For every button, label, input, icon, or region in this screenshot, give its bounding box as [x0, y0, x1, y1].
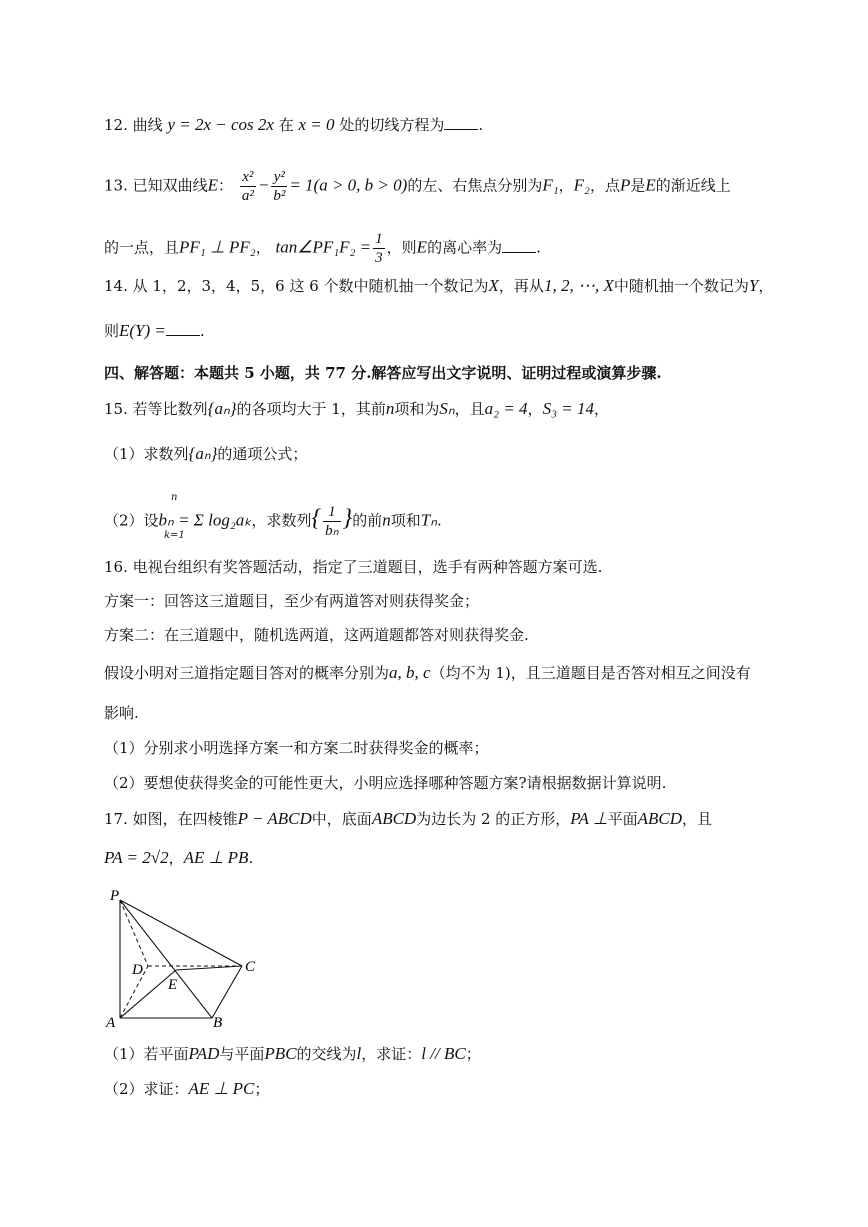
q17-number: 17. — [104, 810, 128, 828]
q17-p1-text-3: 的交线为 — [296, 1045, 357, 1063]
q15-text-6: ， — [593, 400, 609, 418]
q16-part-2: （2）要想使获得奖金的可能性更大，小明应选择哪种答题方案?请根据数据计算说明. — [104, 774, 667, 792]
q17-p1-text-5: ； — [465, 1045, 481, 1063]
q12-text-2: 在 — [278, 116, 294, 134]
q13-fraction-x — [240, 168, 256, 205]
q15-p2-sum-top: n — [171, 492, 178, 503]
q13-tan: tan∠PF₁F₂ = — [275, 237, 372, 257]
label-p: P — [110, 888, 120, 904]
q15-s3: S₃ = 14 — [542, 399, 594, 418]
q17-line-2 — [104, 847, 253, 869]
q16-line-4 — [104, 662, 751, 684]
section-4-heading: 四、解答题：本题共 5 小题，共 77 分.解答应写出文字说明、证明过程或演算步骤. — [104, 364, 662, 382]
q13-minus: − — [257, 175, 270, 195]
q13-frac3-den: 3 — [375, 250, 383, 266]
q12-number: 12. — [104, 116, 128, 134]
q17-p1-text-1: （1）若平面 — [104, 1045, 189, 1063]
q13-text-4: 是 — [630, 176, 646, 195]
q17-pa-length: PA = 2√2 — [104, 848, 169, 867]
q17-text-1: 如图，在四棱锥 — [132, 810, 238, 828]
q16-line-1: 16. 电视台组织有奖答题活动，指定了三道题目，选手有两种答题方案可选. — [104, 558, 603, 576]
q14-text-1: 从 1，2，3，4，5，6 这 6 个数中随机抽一个数记为 — [132, 277, 489, 295]
q14-expectation: E(Y) = — [119, 321, 166, 340]
q17-pyramid: P − ABCD — [237, 809, 312, 828]
q15-part-2 — [104, 492, 442, 541]
q16-line-3: 方案二：在三道题中，随机选两道，这两道题都答对则获得奖金. — [104, 626, 529, 644]
q15-text-3: 项和为 — [394, 400, 440, 418]
q13-frac2-den: b² — [273, 188, 286, 204]
q13-frac2-num: y² — [271, 168, 287, 187]
q17-plane-abcd: ABCD — [637, 809, 683, 828]
q13-condition: = 1(a > 0, b > 0) — [289, 175, 408, 195]
segment-ec — [176, 966, 242, 970]
q13-frac3-num: 1 — [375, 231, 383, 247]
edge-pb — [120, 900, 212, 1018]
q14-line-1 — [104, 275, 773, 297]
q13-point-p: P — [619, 175, 631, 195]
q16-line-5: 影响. — [104, 704, 139, 722]
q15-text-2: 的各项均大于 1，其前 — [236, 400, 386, 418]
q17-p1-plane-pad: PAD — [188, 1044, 220, 1063]
q15-p2-text-1: ，求数列 — [251, 511, 312, 530]
q17-text-2: 中，底面 — [311, 810, 372, 828]
q17-p1-text-2: 与平面 — [219, 1045, 265, 1063]
label-d: D — [132, 962, 143, 978]
q15-p2-brace-left: { — [311, 505, 322, 532]
q15-text-5: ， — [527, 400, 543, 418]
q17-pa-perp: PA ⊥ — [570, 809, 608, 828]
q17-p1-parallel: l // BC — [421, 1044, 466, 1063]
q16-part-1: （1）分别求小明选择方案一和方案二时获得奖金的概率； — [104, 739, 489, 757]
q12-text-3: 处的切线方程为 — [339, 116, 445, 134]
q17-p1-plane-pbc: PBC — [264, 1044, 297, 1063]
label-b: B — [213, 1015, 223, 1030]
q15-p2-n: n — [382, 510, 391, 530]
q14-text-4: ， — [758, 277, 774, 295]
q15-p1-text: 的通项公式； — [217, 445, 308, 463]
q13-hyperbola-name: E — [207, 175, 219, 195]
q17-part-1 — [104, 1043, 481, 1065]
q13-fraction-y — [271, 168, 287, 205]
q13-colon: ： — [218, 176, 234, 195]
edge-pc — [120, 900, 242, 966]
q13-f2: F₂ — [573, 175, 590, 195]
q17-p2-text-2: ； — [254, 1080, 270, 1098]
q15-text-1: 若等比数列 — [132, 400, 208, 418]
q17-line2-comma: ， — [168, 849, 184, 867]
q15-sequence-an: {aₙ} — [207, 399, 237, 418]
q13-line-1 — [104, 168, 731, 205]
q13-frac1-num: x² — [240, 168, 256, 187]
q15-text-4: ，且 — [454, 400, 485, 418]
q13-text-1: 已知双曲线 — [132, 176, 208, 195]
q12-line — [104, 114, 483, 136]
q14-number: 14. — [104, 277, 128, 295]
q14-y: Y — [748, 276, 759, 295]
q17-p1-text-4: ，求证： — [361, 1045, 422, 1063]
q13-text-6: ，则 — [386, 238, 417, 257]
q14-text-2: ，再从 — [498, 277, 544, 295]
q13-comma: ， — [558, 176, 574, 195]
q17-p2-ae-perp-pc: AE ⊥ PC — [188, 1079, 255, 1098]
pyramid-figure — [100, 880, 270, 1030]
q15-p2-text-3: 项和 — [390, 511, 421, 530]
label-c: C — [245, 959, 256, 975]
q13-text-5: 的渐近线上 — [655, 176, 731, 195]
q17-text-4: 平面 — [607, 810, 638, 828]
q17-base: ABCD — [371, 809, 417, 828]
q13-frac1-den: a² — [241, 188, 254, 204]
q15-p2-bn-def: bₙ = Σ log₂aₖ — [158, 510, 252, 530]
q14-answer-blank[interactable] — [166, 321, 200, 336]
q15-p2-fraction — [323, 503, 340, 540]
q17-text-3: 为边长为 2 的正方形， — [416, 810, 571, 828]
q17-p2-text-1: （2）求证： — [104, 1080, 189, 1098]
label-a: A — [106, 1015, 116, 1030]
q13-line2-text-1: 的一点，且 — [104, 238, 180, 257]
q15-n: n — [385, 399, 395, 418]
q14-x: X — [488, 276, 499, 295]
q14-end: . — [199, 322, 205, 340]
edge-bc — [212, 966, 242, 1018]
q15-part-1 — [104, 443, 307, 465]
q13-e2: E — [645, 175, 656, 195]
q15-p2-text-2: 的前 — [352, 511, 383, 530]
q13-text-3: ，点 — [589, 176, 620, 195]
q13-fraction-third — [373, 230, 385, 267]
q15-line-1 — [104, 398, 609, 420]
q17-part-2 — [104, 1078, 269, 1100]
q15-p2-label: （2）设 — [104, 511, 159, 530]
q12-curve-formula: y = 2x − cos 2x — [167, 115, 274, 134]
q15-sn: Sₙ — [439, 399, 455, 418]
q15-p1-an: {aₙ} — [188, 444, 218, 463]
q13-answer-blank[interactable] — [502, 238, 536, 253]
q15-a2: a₂ = 4 — [484, 399, 528, 418]
q13-comma-2: ， — [255, 238, 271, 257]
q13-line-2 — [104, 230, 541, 267]
q13-end: . — [536, 238, 541, 257]
q13-e3: E — [416, 237, 428, 257]
q12-answer-blank[interactable] — [444, 115, 478, 130]
edge-pd-hidden — [120, 900, 148, 966]
q15-p2-end: . — [437, 511, 442, 530]
q15-p2-sum-bottom: k=1 — [164, 530, 185, 541]
q15-p2-frac-den: bₙ — [325, 523, 339, 539]
q17-p1-line-l: l — [356, 1044, 362, 1063]
q13-text-2: 的左、右焦点分别为 — [407, 176, 543, 195]
q16-line4-text-1: 假设小明对三道指定题目答对的概率分别为 — [104, 664, 390, 682]
q13-f1: F₁ — [542, 175, 559, 195]
q15-number: 15. — [104, 400, 128, 418]
q13-number: 13. — [104, 176, 128, 195]
label-e: E — [168, 977, 178, 993]
q15-p2-tn: Tₙ — [420, 510, 437, 530]
q13-text-7: 的离心率为 — [427, 238, 503, 257]
q14-sequence: 1, 2, ⋯, X — [543, 276, 614, 295]
q17-ae-perp-pb: AE ⊥ PB — [183, 848, 249, 867]
q16-abc: a, b, c — [389, 663, 431, 682]
q12-end: . — [478, 116, 484, 134]
q14-text-3: 中随机抽一个数记为 — [613, 277, 749, 295]
q14-line-2 — [104, 320, 205, 342]
q16-line4-text-2: （均不为 1)，且三道题目是否答对相互之间没有 — [430, 664, 751, 682]
q17-line-1 — [104, 808, 712, 830]
q16-line-2: 方案一：回答这三道题目，至少有两道答对则获得奖金； — [104, 592, 480, 610]
q15-p2-brace-right: } — [342, 505, 353, 532]
q12-x-value: x = 0 — [298, 115, 335, 134]
q15-p1-label: （1）求数列 — [104, 445, 189, 463]
q13-perpendicular: PF₁ ⊥ PF₂ — [179, 237, 256, 257]
q15-p2-frac-num: 1 — [323, 503, 340, 522]
q14-line2-text: 则 — [104, 322, 120, 340]
q17-line2-end: . — [248, 849, 254, 867]
q12-text-1: 曲线 — [132, 116, 163, 134]
q17-text-5: ，且 — [682, 810, 713, 828]
